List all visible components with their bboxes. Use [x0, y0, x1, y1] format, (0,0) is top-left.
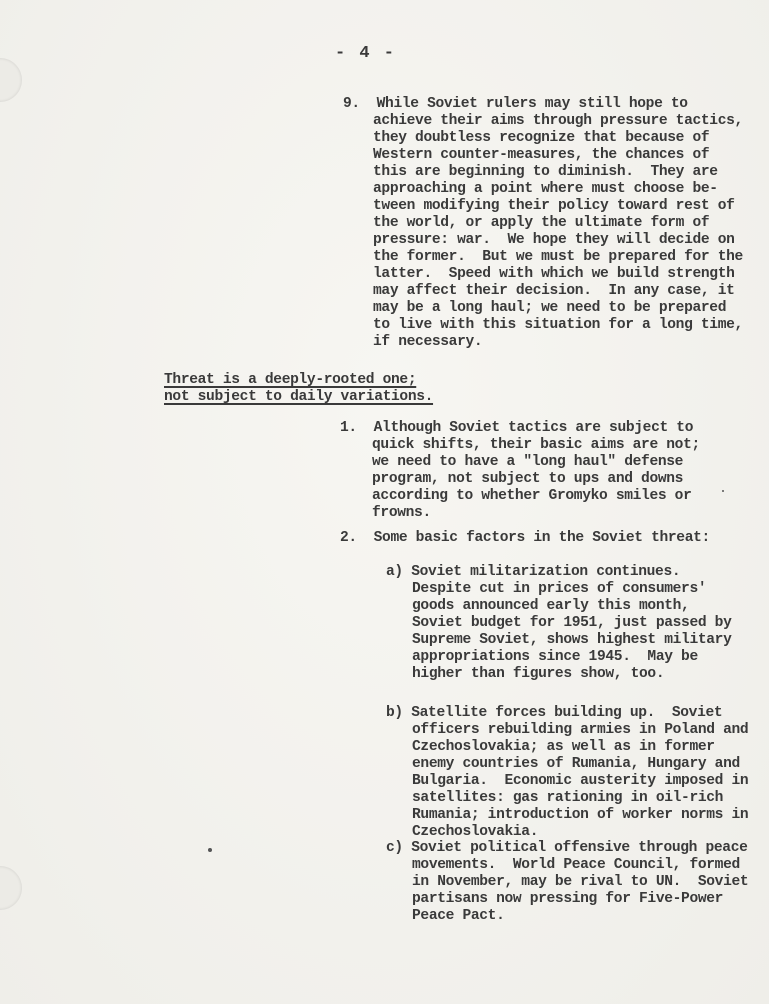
- text-line: in November, may be rival to UN. Soviet: [412, 874, 749, 890]
- text-line: partisans now pressing for Five-Power: [412, 891, 724, 907]
- text-line: approaching a point where must choose be-: [373, 181, 718, 197]
- text-line: Despite cut in prices of consumers': [412, 581, 707, 597]
- text-line: appropriations since 1945. May be: [412, 649, 698, 665]
- text-line: pressure: war. We hope they will decide on: [373, 232, 735, 248]
- text-line: c) Soviet political offensive through peace: [386, 840, 748, 856]
- heading-line: Threat is a deeply-rooted one;: [164, 372, 417, 388]
- text-line: Soviet budget for 1951, just passed by: [412, 615, 732, 631]
- text-line: the former. But we must be prepared for the: [373, 249, 743, 265]
- text-line: Rumania; introduction of worker norms in: [412, 807, 749, 823]
- text-line: Czechoslovakia; as well as in former: [412, 739, 715, 755]
- text-line: tween modifying their policy toward rest of: [373, 198, 735, 214]
- ink-speck: [208, 848, 212, 852]
- text-line: the world, or apply the ultimate form of: [373, 215, 710, 231]
- text-line: may affect their decision. In any case, it: [373, 283, 735, 299]
- text-line: latter. Speed with which we build strength: [373, 266, 735, 282]
- text-line: achieve their aims through pressure tactics,: [373, 113, 743, 129]
- ink-speck: [722, 490, 724, 492]
- text-line: they doubtless recognize that because of: [373, 130, 710, 146]
- text-line: enemy countries of Rumania, Hungary and: [412, 756, 740, 772]
- binder-hole-bottom: [0, 866, 22, 910]
- heading-line: not subject to daily variations.: [164, 389, 434, 405]
- text-line: higher than figures show, too.: [412, 666, 665, 682]
- text-line: program, not subject to ups and downs: [372, 471, 684, 487]
- text-line: b) Satellite forces building up. Soviet: [386, 705, 723, 721]
- text-line: Peace Pact.: [412, 908, 505, 924]
- text-line: satellites: gas rationing in oil-rich: [412, 790, 724, 806]
- text-line: this are beginning to diminish. They are: [373, 164, 718, 180]
- text-line: 9. While Soviet rulers may still hope to: [343, 96, 688, 112]
- text-line: according to whether Gromyko smiles or: [372, 488, 692, 504]
- text-line: we need to have a "long haul" defense: [372, 454, 684, 470]
- text-line: quick shifts, their basic aims are not;: [372, 437, 700, 453]
- text-line: if necessary.: [373, 334, 483, 350]
- text-line: may be a long haul; we need to be prepared: [373, 300, 727, 316]
- text-line: Czechoslovakia.: [412, 824, 539, 840]
- binder-hole-top: [0, 58, 22, 102]
- text-line: officers rebuilding armies in Poland and: [412, 722, 749, 738]
- text-line: Bulgaria. Economic austerity imposed in: [412, 773, 749, 789]
- text-line: to live with this situation for a long time,: [373, 317, 743, 333]
- text-line: Western counter-measures, the chances of: [373, 147, 710, 163]
- text-line: frowns.: [372, 505, 431, 521]
- page-number: - 4 -: [335, 44, 397, 63]
- text-line: Supreme Soviet, shows highest military: [412, 632, 732, 648]
- text-line: 2. Some basic factors in the Soviet threat:: [340, 530, 710, 546]
- text-line: goods announced early this month,: [412, 598, 690, 614]
- text-line: movements. World Peace Council, formed: [412, 857, 740, 873]
- text-line: a) Soviet militarization continues.: [386, 564, 681, 580]
- text-line: 1. Although Soviet tactics are subject to: [340, 420, 694, 436]
